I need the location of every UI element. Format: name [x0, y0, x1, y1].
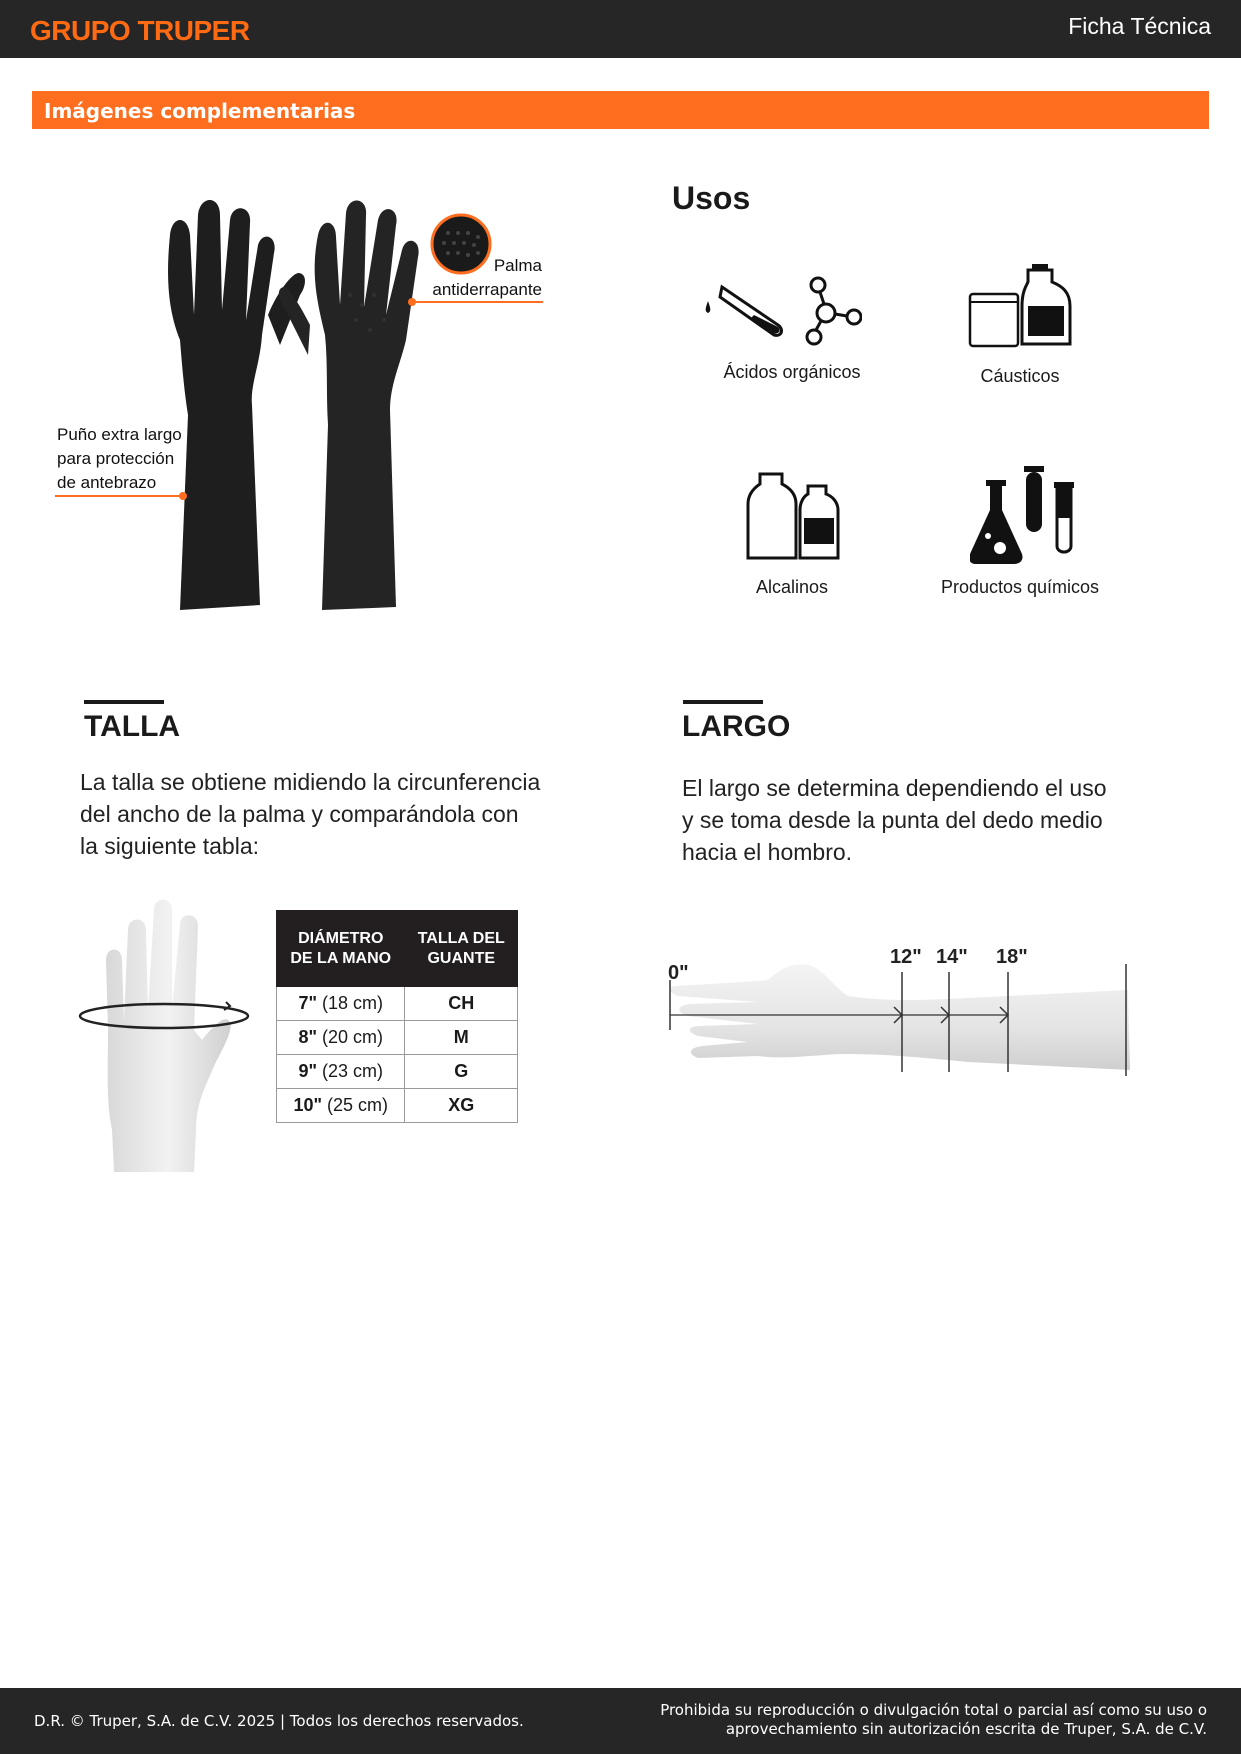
footer-legal-notice: Prohibida su reproducción o divulgación total o parcial así como su uso o aprovechamiento sin autorización escrita de Truper, S.A. de C.V. — [660, 1701, 1207, 1738]
brand-logo: GRUPO TRUPER — [30, 15, 250, 46]
test-tube-molecule-icon — [702, 275, 862, 347]
length-mark-14: 14" — [936, 946, 968, 968]
table-row — [277, 987, 518, 1021]
arm-length-image — [668, 950, 1138, 1080]
table-cell-size: CH — [405, 987, 518, 1021]
table-header-size: TALLA DEL GUANTE — [405, 911, 518, 987]
length-mark-18: 18" — [996, 946, 1028, 968]
uso-label-causticos: Cáusticos — [980, 366, 1060, 386]
section-banner — [32, 91, 1209, 129]
table-row — [277, 1055, 518, 1089]
table-cell-diameter: 7" (18 cm) — [277, 987, 405, 1021]
table-row — [277, 1089, 518, 1123]
document-title: Ficha Técnica — [1068, 13, 1211, 39]
table-header-diameter: DIÁMETRO DE LA MANO — [277, 911, 405, 987]
footer-bar — [0, 1688, 1241, 1754]
table-cell-size: G — [405, 1055, 518, 1089]
cuff-callout-dot — [179, 492, 187, 500]
uso-label-alcalinos: Alcalinos — [755, 577, 829, 597]
length-mark-12: 12" — [890, 946, 922, 968]
uso-label-productos-quimicos: Productos químicos — [940, 577, 1100, 597]
largo-heading-bar — [683, 700, 763, 704]
table-row — [277, 1021, 518, 1055]
hand-measurement-image — [78, 890, 268, 1180]
talla-description: La talla se obtiene midiendo la circunferencia del ancho de la palma y comparándola con la siguiente tabla: — [80, 769, 541, 859]
talla-heading-bar — [84, 700, 164, 704]
bottles-icon — [746, 472, 840, 560]
lab-flask-icon — [970, 462, 1078, 566]
footer-copyright: D.R. © Truper, S.A. de C.V. 2025 | Todos los derechos reservados. — [34, 1712, 524, 1730]
table-cell-diameter: 10" (25 cm) — [277, 1089, 405, 1123]
palm-callout-line — [412, 301, 543, 303]
talla-heading: TALLA — [84, 710, 181, 743]
length-mark-0: 0" — [668, 962, 689, 984]
cuff-callout: Puño extra largo para protección de antebrazo — [57, 425, 182, 492]
table-cell-size: M — [405, 1021, 518, 1055]
palm-callout: Palma antiderrapante — [432, 256, 542, 299]
table-cell-diameter: 8" (20 cm) — [277, 1021, 405, 1055]
bag-bottle-icon — [968, 262, 1072, 348]
cuff-callout-line — [55, 495, 183, 497]
header-bar — [0, 0, 1241, 58]
size-table — [276, 910, 518, 1123]
table-cell-size: XG — [405, 1089, 518, 1123]
palm-callout-dot — [408, 298, 416, 306]
section-title: Imágenes complementarias — [44, 99, 356, 123]
largo-heading: LARGO — [682, 710, 791, 743]
usos-title: Usos — [672, 180, 751, 216]
uso-label-acidos: Ácidos orgánicos — [723, 362, 861, 382]
table-cell-diameter: 9" (23 cm) — [277, 1055, 405, 1089]
largo-description: El largo se determina dependiendo el uso y se toma desde la punta del dedo medio hacia el hombro. — [682, 775, 1107, 865]
